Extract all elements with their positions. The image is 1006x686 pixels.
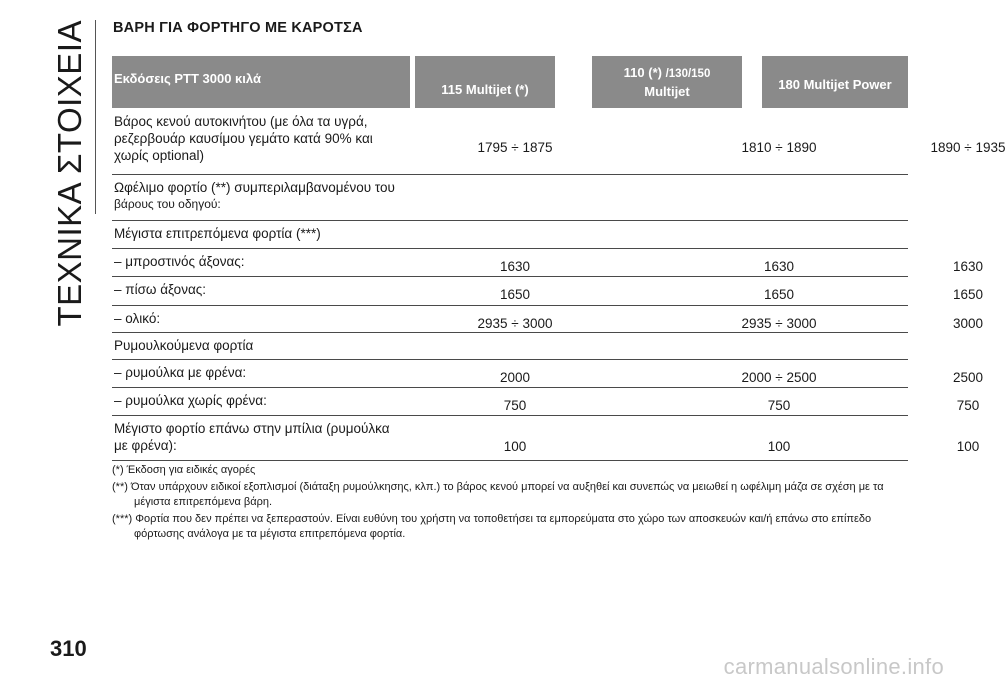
section-side-label (50, 20, 90, 327)
row-label (114, 113, 373, 164)
footnotes (112, 463, 902, 544)
page-number: 310 (50, 636, 87, 661)
watermark: carmanualsonline.info (723, 654, 944, 679)
table-row (112, 332, 908, 360)
row-label-line: Μέγιστο φορτίο επάνω στην μπίλια (ρυμούλκα (114, 421, 390, 436)
row-label (114, 179, 395, 213)
header-110-130-150-multijet (592, 56, 742, 108)
row-label-line: βάρους του οδηγού: (114, 197, 221, 211)
header-115-multijet: 115 Multijet (*) (415, 56, 555, 108)
header-110-label: 110 (*) (623, 65, 666, 80)
row-label-line: Ωφέλιμο φορτίο (**) συμπεριλαμβανομένου του (114, 180, 395, 195)
row-label-line: – ρυμούλκα χωρίς φρένα: (114, 393, 267, 408)
table-row (112, 220, 908, 249)
header-130-150-label: /130/150 (665, 68, 711, 80)
table-row: Μέγιστο φορτίο επάνω στην μπίλια (ρυμούλκα με φρένα): 100 100 100 (112, 415, 908, 461)
table-row: – μπροστινός άξονας: 1630 1630 1630 (112, 248, 908, 277)
row-label-line: Βάρος κενού αυτοκινήτου (με όλα τα υγρά, (114, 114, 368, 129)
header-versions: Εκδόσεις PTT 3000 κιλά (112, 56, 410, 108)
row-label-line: Ρυμουλκούμενα φορτία (114, 338, 254, 353)
row-label (114, 253, 245, 270)
row-label (114, 420, 390, 454)
section-side-label-text: ΤΕΧΝΙΚΑ ΣΤΟΙΧΕΙΑ (51, 20, 88, 327)
row-label (114, 310, 160, 327)
row-label-line: – ρυμούλκα με φρένα: (114, 365, 247, 380)
row-label-line: – μπροστινός άξονας: (114, 254, 245, 269)
footnote: (***) Φορτία που δεν πρέπει να ξεπεραστούν. Είναι ευθύνη του χρήστη να τοποθετήσει τα εμπορεύματα στο χώρο των αποσκευών και/ή επάνω στο επίπεδο φόρτωσης ανάλογα με τα μέγιστα επιτρεπόμενα φορτία. (112, 513, 872, 540)
table-row: Βάρος κενού αυτοκινήτου (με όλα τα υγρά, ρεζερβουάρ καυσίμου γεμάτο κατά 90% και χωρίς optional) 1795 ÷ 1875 1810 ÷ 1890 1890 ÷ 1935 (112, 108, 908, 175)
table-row: – ρυμούλκα με φρένα: 2000 2000 ÷ 2500 2500 (112, 359, 908, 388)
footnote: (*) Έκδοση για ειδικές αγορές (112, 464, 256, 476)
header-180-multijet-power: 180 Multijet Power (762, 56, 908, 108)
row-label (114, 337, 253, 354)
row-label-line: χωρίς optional) (114, 148, 204, 163)
side-divider (95, 20, 96, 214)
row-label-line: με φρένα): (114, 438, 177, 453)
row-label (114, 392, 267, 409)
table-row: – ρυμούλκα χωρίς φρένα: 750 750 750 (112, 387, 908, 416)
row-label (114, 225, 321, 242)
table-row (112, 174, 908, 221)
header-multijet-label: Multijet (644, 84, 690, 99)
row-label-line: ρεζερβουάρ καυσίμου γεμάτο κατά 90% και (114, 131, 373, 146)
row-label-line: – ολικό: (114, 311, 161, 326)
row-label (114, 281, 206, 298)
row-label-line: – πίσω άξονας: (114, 282, 207, 297)
row-label-line: Μέγιστα επιτρεπόμενα φορτία (***) (114, 226, 321, 241)
footnote: (**) Όταν υπάρχουν ειδικοί εξοπλισμοί (διάταξη ρυμούλκησης, κλπ.) το βάρος κενού μπορεί να αυξηθεί και συνεπώς να μειωθεί η ωφέλιμη μάζα σε σχέση με τα μέγιστα επιτρεπόμενα βάρη. (112, 481, 884, 508)
row-label (114, 364, 246, 381)
table-row: – ολικό: 2935 ÷ 3000 2935 ÷ 3000 3000 (112, 305, 908, 333)
table-row: – πίσω άξονας: 1650 1650 1650 (112, 276, 908, 306)
page-title: ΒΑΡΗ ΓΙΑ ΦΟΡΤΗΓΟ ΜΕ ΚΑΡΟΤΣΑ (113, 20, 363, 36)
